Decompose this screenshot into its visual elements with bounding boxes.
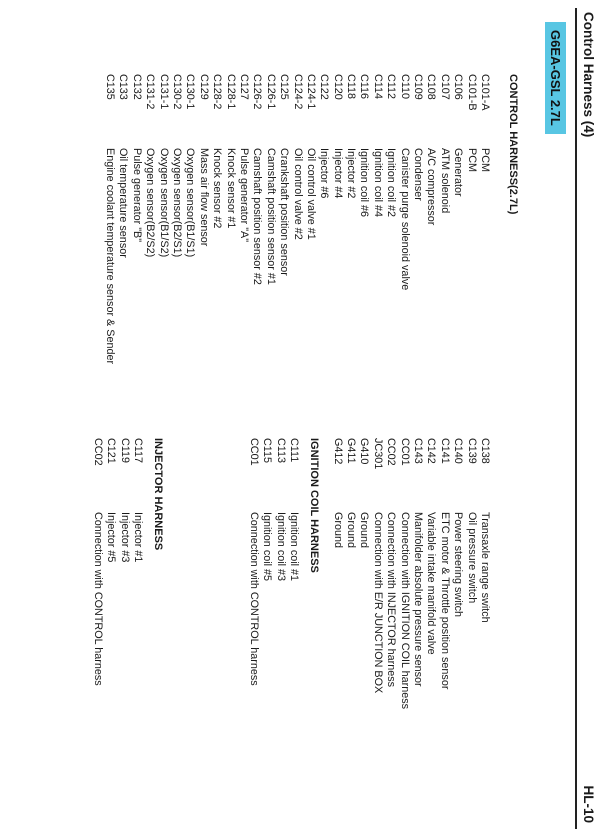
- connector-code: C143: [412, 438, 425, 464]
- connector-entry: [411, 438, 424, 709]
- connector-description: Camshaft position sensor #2: [251, 148, 264, 285]
- connector-entry: [117, 438, 130, 686]
- connector-description: Power steering switch: [452, 512, 465, 618]
- connector-code: C116: [358, 74, 371, 100]
- connector-description: Oil temperature sensor: [117, 148, 130, 258]
- connector-description: Transaxle range switch: [479, 512, 491, 623]
- connector-entry: [478, 438, 491, 709]
- connector-code: C142: [425, 438, 438, 464]
- connector-description: Connection with INJECTOR harness: [385, 512, 398, 688]
- connector-description: Oxygen sensor(B1/S1): [184, 148, 197, 258]
- connector-description: Injector #1: [132, 512, 144, 563]
- connector-description: Connection with E/R JUNCTION BOX: [371, 512, 384, 694]
- connector-code: C111: [288, 438, 300, 463]
- connector-description: Crankshaft position sensor: [278, 148, 291, 276]
- connector-code: C125: [278, 74, 291, 100]
- connector-code: C112: [385, 74, 398, 100]
- connector-entry: [384, 74, 397, 364]
- connector-entry: [170, 74, 183, 364]
- connector-description: Knock sensor #2: [211, 148, 224, 229]
- connector-code: CC02: [91, 438, 104, 466]
- connector-description: Oxygen sensor(B1/S2): [157, 148, 170, 258]
- connector-code: C108: [425, 74, 438, 100]
- control-harness-title: CONTROL HARNESS(2.7L): [507, 74, 519, 215]
- injector-harness-title: INJECTOR HARNESS: [152, 438, 164, 551]
- connector-code: C135: [104, 74, 117, 100]
- control-harness-list-left: [103, 74, 491, 364]
- connector-code: C126-1: [264, 74, 277, 110]
- connector-description: ATM solenoid: [438, 148, 451, 214]
- connector-entry: [260, 438, 273, 686]
- connector-entry: [357, 74, 370, 364]
- connector-code: C126-2: [251, 74, 264, 110]
- connector-description: Canister purge solenoid valve: [398, 148, 411, 291]
- connector-entry: [116, 74, 129, 364]
- connector-code: C107: [438, 74, 451, 100]
- connector-description: Injector #3: [118, 512, 131, 563]
- connector-description: Connection with IGNITION COIL harness: [398, 512, 411, 710]
- connector-code: CC01: [398, 438, 411, 466]
- connector-entry: [196, 74, 209, 364]
- connector-code: C101-B: [465, 74, 478, 111]
- connector-entry: [370, 74, 383, 364]
- connector-code: C110: [398, 74, 411, 100]
- connector-description: Ignition coil #2: [385, 148, 398, 218]
- connector-code: C128-2: [211, 74, 224, 110]
- connector-entry: [437, 74, 450, 364]
- connector-description: Generator: [452, 148, 465, 197]
- connector-entry: [384, 438, 397, 709]
- connector-entry: [223, 74, 236, 364]
- connector-entry: [304, 74, 317, 364]
- connector-entry: [357, 438, 370, 709]
- connector-entry: [183, 74, 196, 364]
- connector-entry: [250, 74, 263, 364]
- connector-entry: [131, 438, 144, 686]
- connector-entry: [156, 74, 169, 364]
- connector-entry: [330, 438, 343, 709]
- connector-code: C120: [331, 74, 344, 100]
- connector-description: A/C compressor: [425, 148, 438, 226]
- connector-entry: [143, 74, 156, 364]
- connector-code: C130-1: [184, 74, 197, 110]
- connector-entry: [437, 438, 450, 709]
- connector-code: C132: [130, 74, 143, 100]
- connector-description: Injector #4: [331, 148, 344, 199]
- connector-description: Injector #6: [318, 148, 331, 199]
- connector-description: Ignition coil #5: [261, 512, 274, 582]
- connector-code: C133: [117, 74, 130, 100]
- connector-description: Pulse generator "A": [237, 148, 250, 243]
- connector-code: C122: [318, 74, 331, 100]
- connector-description: Mass air flow sensor: [197, 148, 210, 247]
- connector-entry: [344, 74, 357, 364]
- connector-description: Pulse generator "B": [130, 148, 143, 243]
- connector-description: Oil control valve #1: [304, 148, 317, 240]
- connector-description: Engine coolant temperature sensor & Sender: [104, 148, 117, 365]
- connector-code: C141: [438, 438, 451, 464]
- connector-entry: [478, 74, 491, 364]
- connector-entry: [263, 74, 276, 364]
- connector-code: C118: [345, 74, 358, 100]
- connector-description: Variable intake manifold valve: [425, 512, 438, 655]
- connector-code: C128-1: [224, 74, 237, 110]
- connector-description: Ignition coil #6: [358, 148, 371, 218]
- connector-description: PCM: [479, 148, 491, 172]
- page-header-title: Control Harness (4): [581, 12, 596, 138]
- connector-code: C127: [237, 74, 250, 100]
- connector-entry: [210, 74, 223, 364]
- connector-description: Connection with CONTROL harness: [91, 512, 104, 686]
- connector-code: G410: [358, 438, 371, 465]
- connector-entry: [287, 438, 300, 686]
- connector-description: Ground: [345, 512, 358, 549]
- ignition-coil-harness-list: [246, 438, 300, 686]
- connector-code: C121: [105, 438, 118, 464]
- page-number: HL-10: [581, 785, 596, 823]
- connector-entry: [104, 438, 117, 686]
- connector-code: C131-2: [144, 74, 157, 110]
- connector-code: C124-1: [304, 74, 317, 110]
- connector-entry: [464, 74, 477, 364]
- connector-description: Injector #2: [345, 148, 358, 199]
- connector-code: C119: [118, 438, 131, 464]
- connector-code: CC01: [247, 438, 260, 466]
- connector-code: C131-1: [157, 74, 170, 110]
- connector-entry: [103, 74, 116, 364]
- connector-description: Oil pressure switch: [465, 512, 478, 604]
- connector-description: Ground: [331, 512, 344, 549]
- connector-entry: [424, 74, 437, 364]
- connector-entry: [330, 74, 343, 364]
- connector-entry: [370, 438, 383, 709]
- connector-description: Manifolder absolute pressure sensor: [412, 512, 425, 687]
- header-divider: [575, 8, 577, 829]
- connector-description: Condenser: [412, 148, 425, 201]
- connector-code: C138: [479, 438, 491, 464]
- connector-code: C113: [274, 438, 287, 464]
- connector-code: C114: [371, 74, 384, 100]
- connector-code: C140: [452, 438, 465, 464]
- control-harness-list-right: [330, 438, 491, 709]
- connector-description: Ground: [358, 512, 371, 549]
- ignition-coil-harness-title: IGNITION COIL HARNESS: [308, 438, 320, 573]
- connector-entry: [451, 438, 464, 709]
- connector-entry: [411, 74, 424, 364]
- connector-description: Camshaft position sensor #1: [264, 148, 277, 285]
- connector-entry: [246, 438, 259, 686]
- connector-description: PCM: [465, 148, 478, 172]
- connector-code: C106: [452, 74, 465, 100]
- connector-code: G411: [345, 438, 358, 464]
- connector-description: ETC motor & Throttle position sensor: [438, 512, 451, 690]
- connector-entry: [344, 438, 357, 709]
- connector-entry: [397, 438, 410, 709]
- connector-description: Ignition coil #4: [371, 148, 384, 218]
- connector-code: C109: [412, 74, 425, 100]
- connector-entry: [290, 74, 303, 364]
- connector-entry: [317, 74, 330, 364]
- connector-code: C129: [197, 74, 210, 100]
- connector-code: G412: [331, 438, 344, 465]
- connector-code: C139: [465, 438, 478, 464]
- connector-entry: [397, 74, 410, 364]
- connector-entry: [90, 438, 103, 686]
- connector-code: C101-A: [479, 74, 491, 111]
- connector-code: C115: [261, 438, 274, 464]
- connector-entry: [464, 438, 477, 709]
- connector-entry: [237, 74, 250, 364]
- connector-description: Oxygen sensor(B2/S1): [171, 148, 184, 258]
- connector-entry: [277, 74, 290, 364]
- connector-entry: [129, 74, 142, 364]
- connector-entry: [273, 438, 286, 686]
- injector-harness-list: [90, 438, 144, 686]
- connector-code: C124-2: [291, 74, 304, 110]
- connector-code: CC02: [385, 438, 398, 466]
- connector-description: Ignition coil #3: [274, 512, 287, 582]
- connector-code: C130-2: [171, 74, 184, 110]
- connector-code: JC301: [371, 438, 384, 470]
- connector-entry: [424, 438, 437, 709]
- connector-description: Injector #5: [105, 512, 118, 563]
- connector-description: Ignition coil #1: [288, 512, 300, 582]
- connector-description: Oil control valve #2: [291, 148, 304, 240]
- connector-code: C117: [132, 438, 144, 464]
- connector-description: Knock sensor #1: [224, 148, 237, 229]
- engine-spec-badge: G6EA-GSL 2.7L: [545, 22, 566, 134]
- connector-description: Connection with CONTROL harness: [247, 512, 260, 686]
- connector-entry: [451, 74, 464, 364]
- connector-description: Oxygen sensor(B2/S2): [144, 148, 157, 258]
